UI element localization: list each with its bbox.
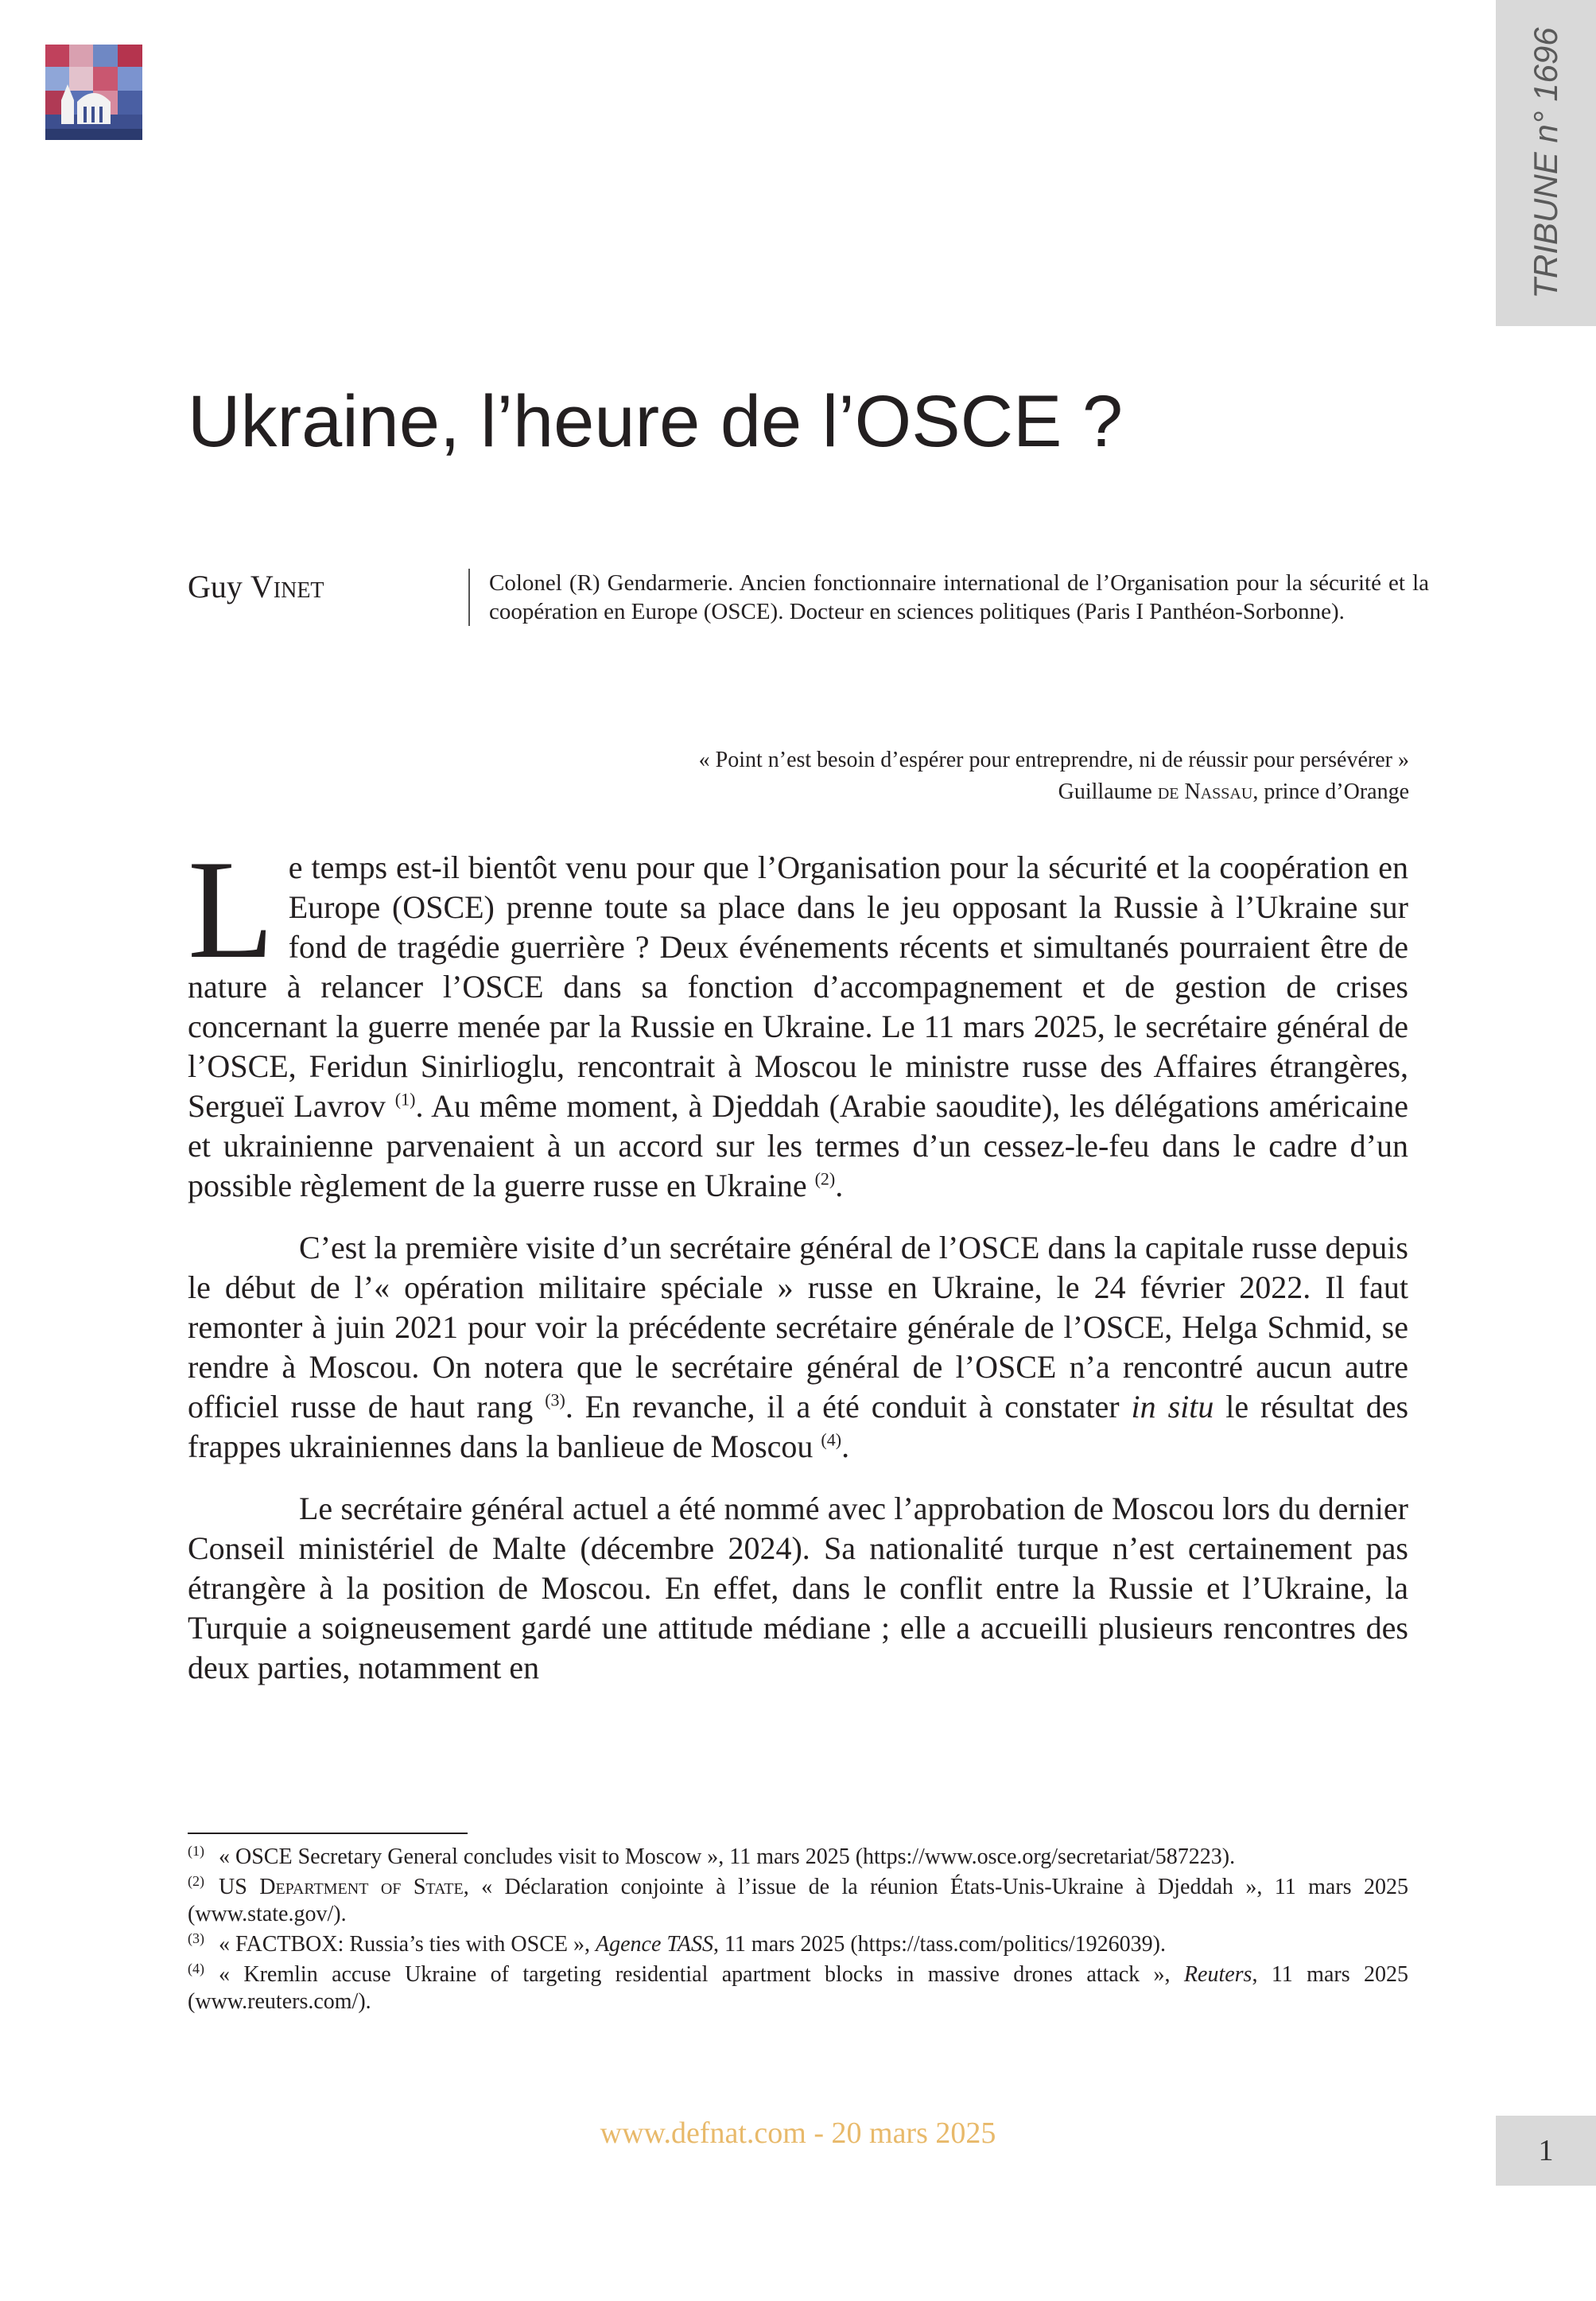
footnote-4 <box>188 1961 1408 2015</box>
footnote-2 <box>188 1874 1408 1928</box>
footnote-4-text-a: « Kremlin accuse Ukraine of targeting residential apartment blocks in massive drones attack », <box>219 1962 1184 1987</box>
page-footer[interactable]: www.defnat.com - 20 mars 2025 <box>600 2116 996 2150</box>
author-bio: Colonel (R) Gendarmerie. Ancien fonctionnaire international de l’Organisation pour la sécurité et la coopération en Europe (OSCE). Docteur en sciences politiques (Paris I Panthéon-Sorbonne). <box>468 569 1429 626</box>
footnote-4-number: (4) <box>188 1960 204 1976</box>
footnote-4-text-b: , 11 mars 2025 (www.reuters.com/). <box>188 1962 1408 2014</box>
footnote-1 <box>188 1844 1408 1871</box>
epigraph-attribution <box>477 776 1409 808</box>
paragraph-2 <box>188 1228 1408 1467</box>
author-name <box>188 568 324 605</box>
paragraph-1-text-c: . <box>835 1168 844 1203</box>
footnote-1-number: (1) <box>188 1842 204 1859</box>
footnotes <box>188 1844 1408 2019</box>
logo-image <box>45 45 142 140</box>
paragraph-2-text-a: C’est la première visite d’un secrétaire général de l’OSCE dans la capitale russe depuis le début de l’« opération militaire spéciale » russe en Ukraine, le 24 février 2022. Il faut remonter à juin 2021 pour voir la précédente secrétaire générale de l’OSCE, Helga Schmid, se rendre à Moscou. On notera que le secrétaire général de l’OSCE n’a rencontré aucun autre officiel russe de haut rang <box>188 1230 1408 1425</box>
article-body <box>188 830 1409 1710</box>
author-last-name: Vinet <box>250 569 324 604</box>
paragraph-2-text-b: . En revanche, il a été conduit à constater <box>565 1389 1132 1425</box>
tribune-number-tab <box>1496 0 1596 326</box>
footnote-3-text-a: « FACTBOX: Russia’s ties with OSCE », <box>219 1932 596 1957</box>
footnote-2-source: US Department of State <box>219 1875 464 1899</box>
footnote-3-italic: Agence TASS <box>595 1932 713 1957</box>
footnote-2-text: , « Déclaration conjointe à l’issue de la réunion États-Unis-Ukraine à Djeddah », 11 mars 2025 (www.state.gov/). <box>188 1875 1408 1926</box>
footnote-ref-3[interactable]: (3) <box>545 1390 565 1410</box>
drop-cap: L <box>188 830 274 988</box>
paragraph-2-italic: in situ <box>1131 1389 1214 1425</box>
footnote-4-italic: Reuters <box>1183 1962 1252 1987</box>
page-number: 1 <box>1538 2134 1554 2167</box>
paragraph-2-text-d: . <box>841 1428 850 1464</box>
epigraph-attribution-particle: de Nassau <box>1157 779 1253 804</box>
paragraph-1-text-a: e temps est-il bientôt venu pour que l’Organisation pour la sécurité et la coopération en Europe (OSCE) prenne toute sa place dans le jeu opposant la Russie à l’Ukraine sur fond de tragédie guerrière ? Deux événements récents et simultanés pourraient être de nature à relancer l’OSCE dans sa fonction d’accompagnement et de gestion de crises concernant la guerre menée par la Russie en Ukraine. Le 11 mars 2025, le secrétaire général de l’OSCE, Feridun Sinirlioglu, rencontrait à Moscou le ministre russe des Affaires étrangères, Sergueï Lavrov <box>188 849 1408 1124</box>
footnote-ref-4[interactable]: (4) <box>821 1429 842 1450</box>
paragraph-3: Le secrétaire général actuel a été nommé avec l’approbation de Moscou lors du dernier Conseil ministériel de Malte (décembre 2024). Sa nationalité turque n’est certainement pas étrangère à la position de Moscou. En effet, dans le conflit entre la Russie et l’Ukraine, la Turquie a soigneusement gardé une attitude médiane ; elle a accueilli plusieurs rencontres des deux parties, notamment en <box>188 1491 1408 1685</box>
page-number-tab <box>1496 2116 1596 2186</box>
epigraph-attribution-rest: , prince d’Orange <box>1252 779 1409 804</box>
footnote-divider <box>188 1833 468 1834</box>
footnote-3-number: (3) <box>188 1930 204 1946</box>
paragraph-1-text-b: . Au même moment, à Djeddah (Arabie saoudite), les délégations américaine et ukrainienne parvenaient à un accord sur les termes d’un cessez-le-feu dans le cadre d’un possible règlement de la guerre russe en Ukraine <box>188 1088 1408 1203</box>
tribune-number-label: TRIBUNE n° 1696 <box>1527 27 1564 299</box>
footnote-3-text-b: , 11 mars 2025 (https://tass.com/politics/1926039). <box>713 1932 1167 1957</box>
paragraph-1 <box>188 830 1408 1206</box>
footnote-1-text: « OSCE Secretary General concludes visit to Moscow », 11 mars 2025 (https://www.osce.org/secretariat/587223). <box>219 1844 1236 1869</box>
paragraph-2-text-c: le résultat des frappes ukrainiennes dans la banlieue de Moscou <box>188 1389 1409 1464</box>
footnote-ref-2[interactable]: (2) <box>814 1168 836 1189</box>
epigraph-attribution-first: Guillaume <box>1058 779 1152 804</box>
defnat-logo <box>45 45 142 140</box>
epigraph-quote: « Point n’est besoin d’espérer pour entreprendre, ni de réussir pour persévérer » <box>698 748 1409 772</box>
author-first-name: Guy <box>188 569 243 604</box>
epigraph <box>477 744 1409 808</box>
footnote-ref-1[interactable]: (1) <box>394 1089 416 1110</box>
footnote-3 <box>188 1931 1408 1958</box>
footnote-2-number: (2) <box>188 1872 204 1889</box>
page-title: Ukraine, l’heure de l’OSCE ? <box>188 381 1124 462</box>
